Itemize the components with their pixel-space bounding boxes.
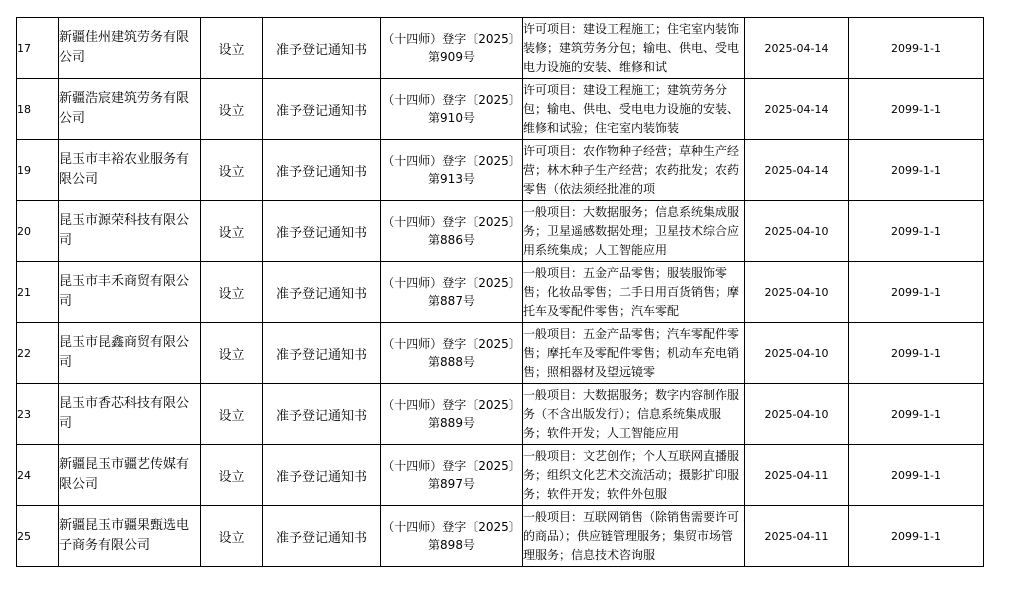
document-number-cell: （十四师）登字〔2025〕第886号 — [381, 201, 523, 262]
table-row — [17, 323, 984, 384]
company-name-cell: 昆玉市香芯科技有限公司 — [59, 384, 201, 445]
approval-date-cell: 2025-04-10 — [745, 201, 849, 262]
document-type-cell: 准予登记通知书 — [263, 262, 381, 323]
table-row — [17, 79, 984, 140]
registration-type-cell: 设立 — [201, 506, 263, 567]
business-scope-text: 许可项目：建设工程施工；住宅室内装饰装修；建筑劳务分包；输电、供电、受电电力设施的安装、维修和试 — [523, 21, 740, 74]
business-scope-text: 一般项目：五金产品零售；服装服饰零售；化妆品零售；二手日用百货销售；摩托车及零配件零售；汽车零配 — [523, 265, 740, 318]
expiry-date-cell: 2099-1-1 — [849, 140, 984, 201]
document-type-cell: 准予登记通知书 — [263, 445, 381, 506]
row-number-cell: 19 — [17, 140, 59, 201]
registration-type-cell: 设立 — [201, 140, 263, 201]
business-scope-cell — [523, 18, 745, 79]
expiry-date-cell: 2099-1-1 — [849, 445, 984, 506]
row-number-cell: 17 — [17, 18, 59, 79]
business-scope-cell — [523, 262, 745, 323]
approval-date-cell: 2025-04-14 — [745, 18, 849, 79]
registration-type-cell: 设立 — [201, 323, 263, 384]
business-scope-text: 许可项目：建设工程施工；建筑劳务分包；输电、供电、受电电力设施的安装、维修和试验；住宅室内装饰装 — [523, 82, 740, 135]
document-type-cell: 准予登记通知书 — [263, 201, 381, 262]
document-number-cell: （十四师）登字〔2025〕第909号 — [381, 18, 523, 79]
table-row — [17, 384, 984, 445]
table-row — [17, 18, 984, 79]
expiry-date-cell: 2099-1-1 — [849, 201, 984, 262]
approval-date-cell: 2025-04-10 — [745, 323, 849, 384]
business-scope-cell — [523, 201, 745, 262]
document-type-cell: 准予登记通知书 — [263, 18, 381, 79]
company-name-cell: 新疆佳州建筑劳务有限公司 — [59, 18, 201, 79]
approval-date-cell: 2025-04-10 — [745, 384, 849, 445]
business-scope-text: 许可项目：农作物种子经营；草种生产经营；林木种子生产经营；农药批发；农药零售（依法须经批准的项 — [523, 143, 740, 196]
company-name-cell: 新疆浩宸建筑劳务有限公司 — [59, 79, 201, 140]
registration-type-cell: 设立 — [201, 384, 263, 445]
document-number-cell: （十四师）登字〔2025〕第887号 — [381, 262, 523, 323]
table-row — [17, 445, 984, 506]
row-number-cell: 21 — [17, 262, 59, 323]
document-number-cell: （十四师）登字〔2025〕第889号 — [381, 384, 523, 445]
row-number-cell: 24 — [17, 445, 59, 506]
registration-type-cell: 设立 — [201, 201, 263, 262]
company-name-cell: 新疆昆玉市疆艺传媒有限公司 — [59, 445, 201, 506]
business-scope-cell — [523, 323, 745, 384]
table-row — [17, 201, 984, 262]
row-number-cell: 18 — [17, 79, 59, 140]
expiry-date-cell: 2099-1-1 — [849, 323, 984, 384]
table-row — [17, 506, 984, 567]
expiry-date-cell: 2099-1-1 — [849, 18, 984, 79]
document-number-cell: （十四师）登字〔2025〕第910号 — [381, 79, 523, 140]
row-number-cell: 20 — [17, 201, 59, 262]
business-scope-cell — [523, 79, 745, 140]
document-number-cell: （十四师）登字〔2025〕第888号 — [381, 323, 523, 384]
row-number-cell: 22 — [17, 323, 59, 384]
document-number-cell: （十四师）登字〔2025〕第913号 — [381, 140, 523, 201]
approval-date-cell: 2025-04-10 — [745, 262, 849, 323]
document-type-cell: 准予登记通知书 — [263, 384, 381, 445]
registration-type-cell: 设立 — [201, 79, 263, 140]
approval-date-cell: 2025-04-11 — [745, 506, 849, 567]
registration-type-cell: 设立 — [201, 18, 263, 79]
business-scope-text: 一般项目：互联网销售（除销售需要许可的商品）；供应链管理服务；集贸市场管理服务；信息技术咨询服 — [523, 509, 740, 562]
business-scope-cell — [523, 140, 745, 201]
expiry-date-cell: 2099-1-1 — [849, 384, 984, 445]
approval-date-cell: 2025-04-11 — [745, 445, 849, 506]
company-name-cell: 昆玉市昆鑫商贸有限公司 — [59, 323, 201, 384]
business-scope-cell — [523, 384, 745, 445]
document-type-cell: 准予登记通知书 — [263, 140, 381, 201]
document-type-cell: 准予登记通知书 — [263, 79, 381, 140]
expiry-date-cell: 2099-1-1 — [849, 506, 984, 567]
registration-type-cell: 设立 — [201, 445, 263, 506]
table-row — [17, 140, 984, 201]
row-number-cell: 25 — [17, 506, 59, 567]
approval-date-cell: 2025-04-14 — [745, 79, 849, 140]
business-scope-text: 一般项目：文艺创作；个人互联网直播服务；组织文化艺术交流活动；摄影扩印服务；软件开发；软件外包服 — [523, 448, 740, 501]
business-scope-text: 一般项目：大数据服务；信息系统集成服务；卫星遥感数据处理；卫星技术综合应用系统集成；人工智能应用 — [523, 204, 740, 257]
company-name-cell: 新疆昆玉市疆果甄选电子商务有限公司 — [59, 506, 201, 567]
document-number-cell: （十四师）登字〔2025〕第897号 — [381, 445, 523, 506]
approval-date-cell: 2025-04-14 — [745, 140, 849, 201]
table-row — [17, 262, 984, 323]
business-scope-text: 一般项目：五金产品零售；汽车零配件零售；摩托车及零配件零售；机动车充电销售；照相器材及望远镜零 — [523, 326, 740, 379]
business-scope-cell — [523, 445, 745, 506]
document-type-cell: 准予登记通知书 — [263, 323, 381, 384]
expiry-date-cell: 2099-1-1 — [849, 262, 984, 323]
document-type-cell: 准予登记通知书 — [263, 506, 381, 567]
row-number-cell: 23 — [17, 384, 59, 445]
business-scope-text: 一般项目：大数据服务；数字内容制作服务（不含出版发行）；信息系统集成服务；软件开发；人工智能应用 — [523, 387, 740, 440]
document-number-cell: （十四师）登字〔2025〕第898号 — [381, 506, 523, 567]
company-name-cell: 昆玉市丰裕农业服务有限公司 — [59, 140, 201, 201]
registration-table — [16, 17, 984, 567]
company-name-cell: 昆玉市源荣科技有限公司 — [59, 201, 201, 262]
business-scope-cell — [523, 506, 745, 567]
expiry-date-cell: 2099-1-1 — [849, 79, 984, 140]
registration-type-cell: 设立 — [201, 262, 263, 323]
company-name-cell: 昆玉市丰禾商贸有限公司 — [59, 262, 201, 323]
